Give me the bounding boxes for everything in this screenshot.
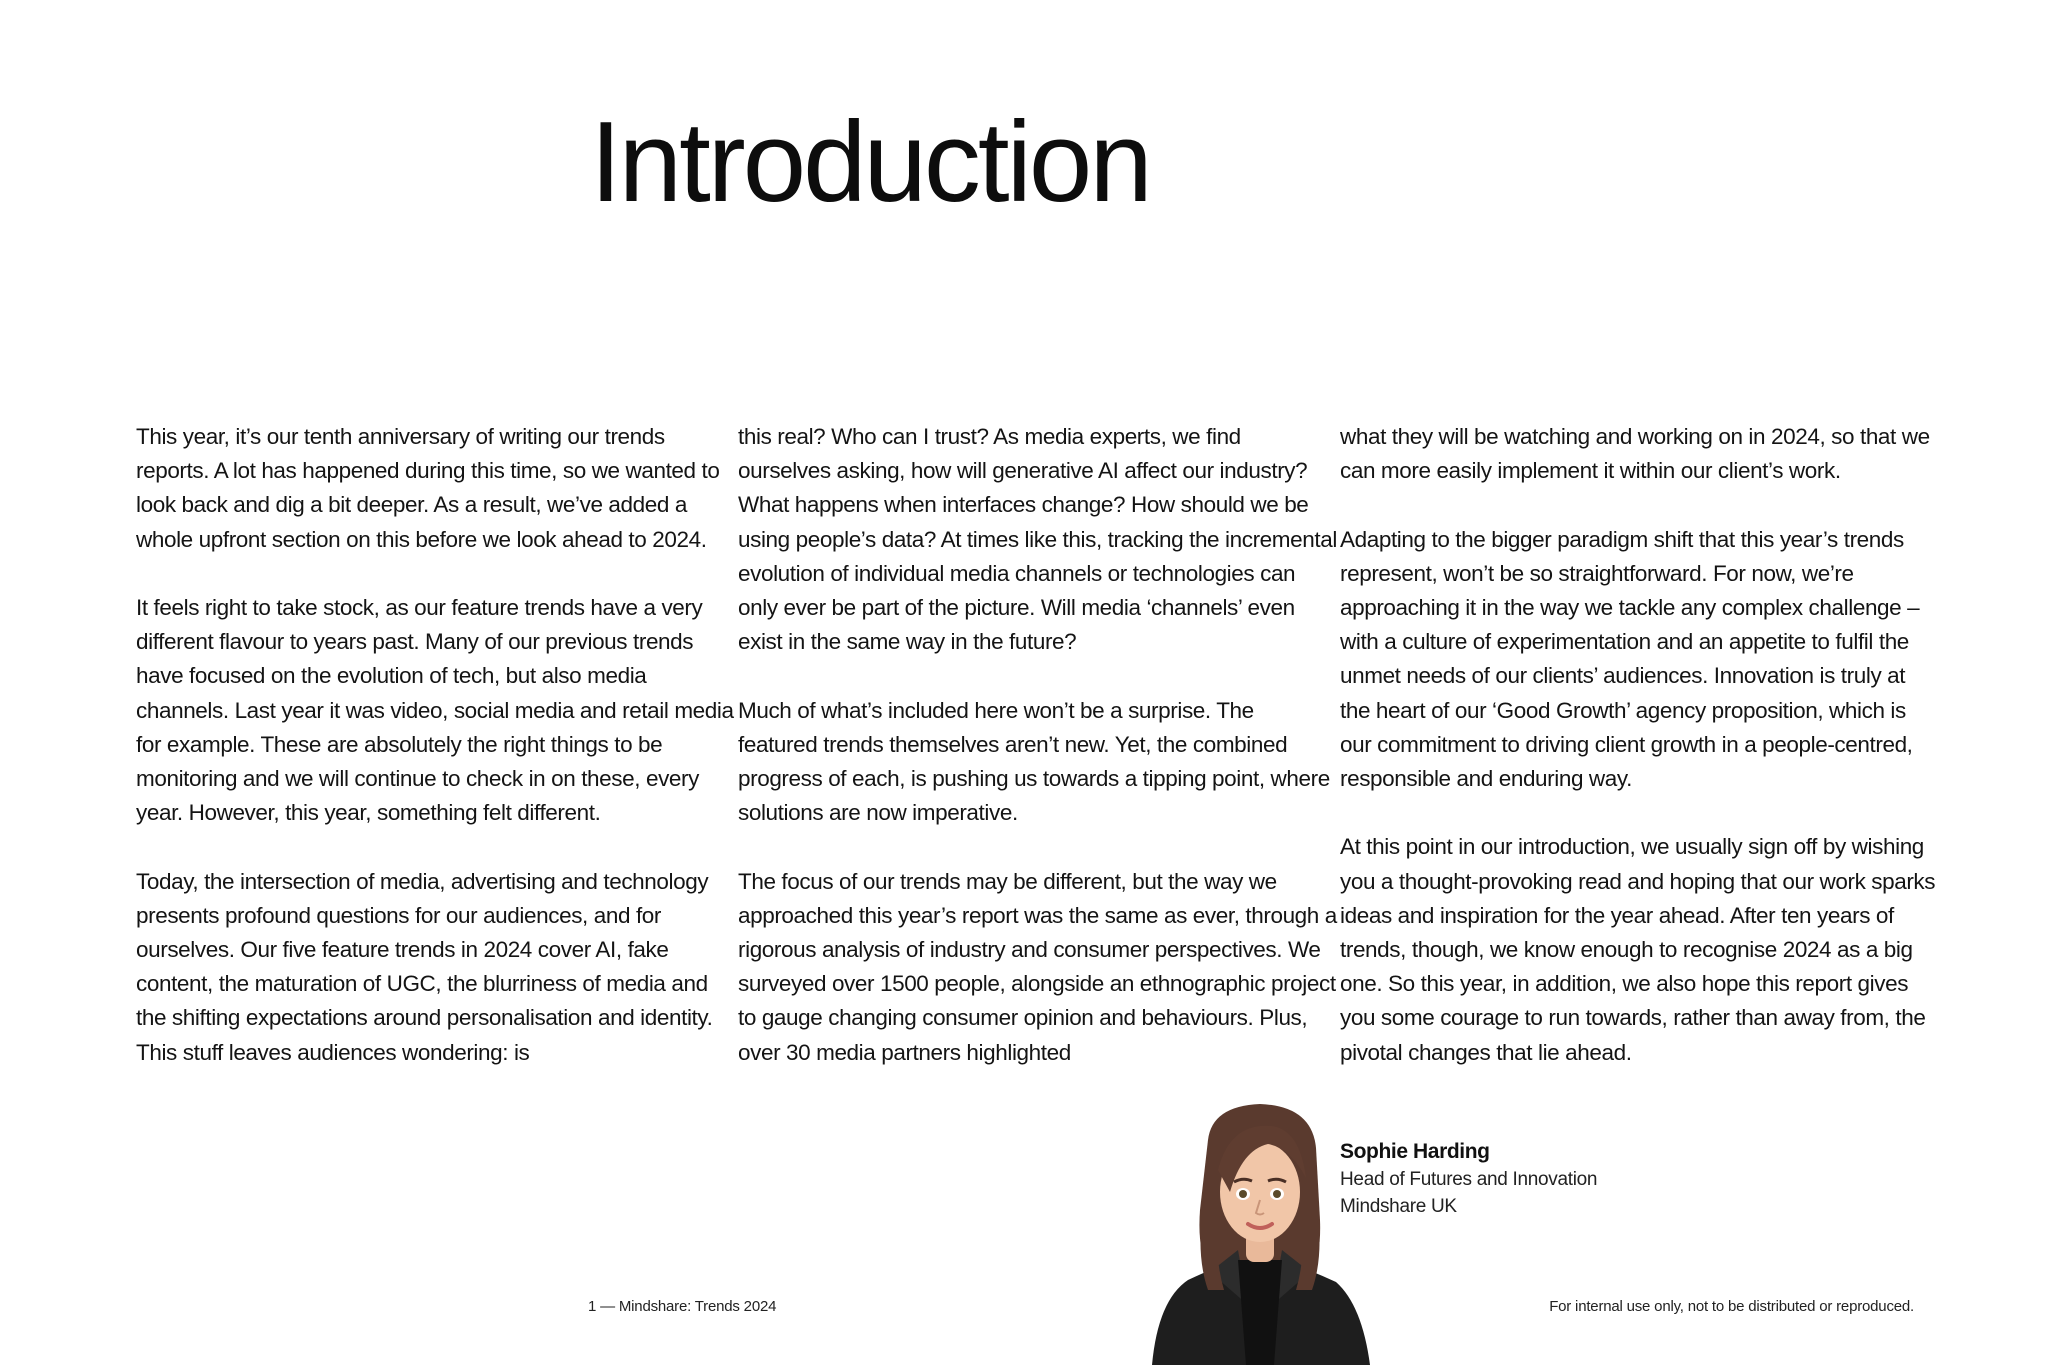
body-paragraph: Adapting to the bigger paradigm shift that this year’s trends represent, won’t be so straightforward. For now, we’re approaching it in the way we tackle any complex challenge – with a culture of experimentation and an appetite to fulfil the unmet needs of our clients’ audiences. Innovation is truly at the heart of our ‘Good Growth’ agency proposition, which is our commitment to driving client growth in a people-centred, responsible and enduring way.	[1340, 526, 1920, 792]
body-paragraph: what they will be watching and working on in 2024, so that we can more easily implement it within our client’s work.	[1340, 424, 1930, 484]
confidentiality-notice: For internal use only, not to be distributed or reproduced.	[1549, 1298, 1914, 1315]
body-paragraph: This year, it’s our tenth anniversary of writing our trends reports. A lot has happened during this time, so we wanted to look back and dig a bit deeper. As a result, we’ve added a whole upfront section on this before we look ahead to 2024.	[136, 424, 720, 552]
author-signature	[1340, 1138, 1597, 1220]
author-company: Mindshare UK	[1340, 1196, 1457, 1217]
author-role: Head of Futures and Innovation	[1340, 1169, 1598, 1190]
body-paragraph: At this point in our introduction, we usually sign off by wishing you a thought-provoking read and hoping that our work sparks ideas and inspiration for the year ahead. After ten years of trends, though, we know enough to recognise 2024 as a big one. So this year, in addition, we also hope this report gives you some courage to run towards, rather than away from, the pivotal changes that lie ahead.	[1340, 834, 1936, 1065]
page-title: Introduction	[590, 99, 1150, 226]
body-column-3	[1340, 420, 1940, 1104]
body-column-1	[136, 420, 736, 1104]
author-avatar	[1150, 1100, 1370, 1365]
body-paragraph: Much of what’s included here won’t be a surprise. The featured trends themselves aren’t new. Yet, the combined progress of each, is pushing us towards a tipping point, where solutions are now imperative.	[738, 697, 1330, 826]
body-paragraph: It feels right to take stock, as our feature trends have a very different flavour to years past. Many of our previous trends have focused on the evolution of tech, but also media channels. Last year it was video, social media and retail media for example. These are absolutely the right things to be monitoring and we will continue to check in on these, every year. However, this year, something felt different.	[136, 595, 734, 826]
author-name: Sophie Harding	[1340, 1140, 1490, 1163]
body-column-2	[738, 420, 1338, 1104]
body-paragraph: this real? Who can I trust? As media experts, we find ourselves asking, how will generative AI affect our industry? What happens when interfaces change? How should we be using people’s data? At times like this, tracking the incremental evolution of individual media channels or technologies can only ever be part of the picture. Will media ‘channels’ even exist in the same way in the future?	[738, 424, 1337, 655]
body-paragraph: The focus of our trends may be different, but the way we approached this year’s report was the same as ever, through a rigorous analysis of industry and consumer perspectives. We surveyed over 1500 people, alongside an ethnographic project to gauge changing consumer opinion and behaviours. Plus, over 30 media partners highlighted	[738, 868, 1337, 1065]
body-paragraph: Today, the intersection of media, advertising and technology presents profound questions for our audiences, and for ourselves. Our five feature trends in 2024 cover AI, fake content, the maturation of UGC, the blurriness of media and the shifting expectations around personalisation and identity. This stuff leaves audiences wondering: is	[136, 868, 713, 1065]
page-footer-label: 1 — Mindshare: Trends 2024	[588, 1298, 777, 1315]
